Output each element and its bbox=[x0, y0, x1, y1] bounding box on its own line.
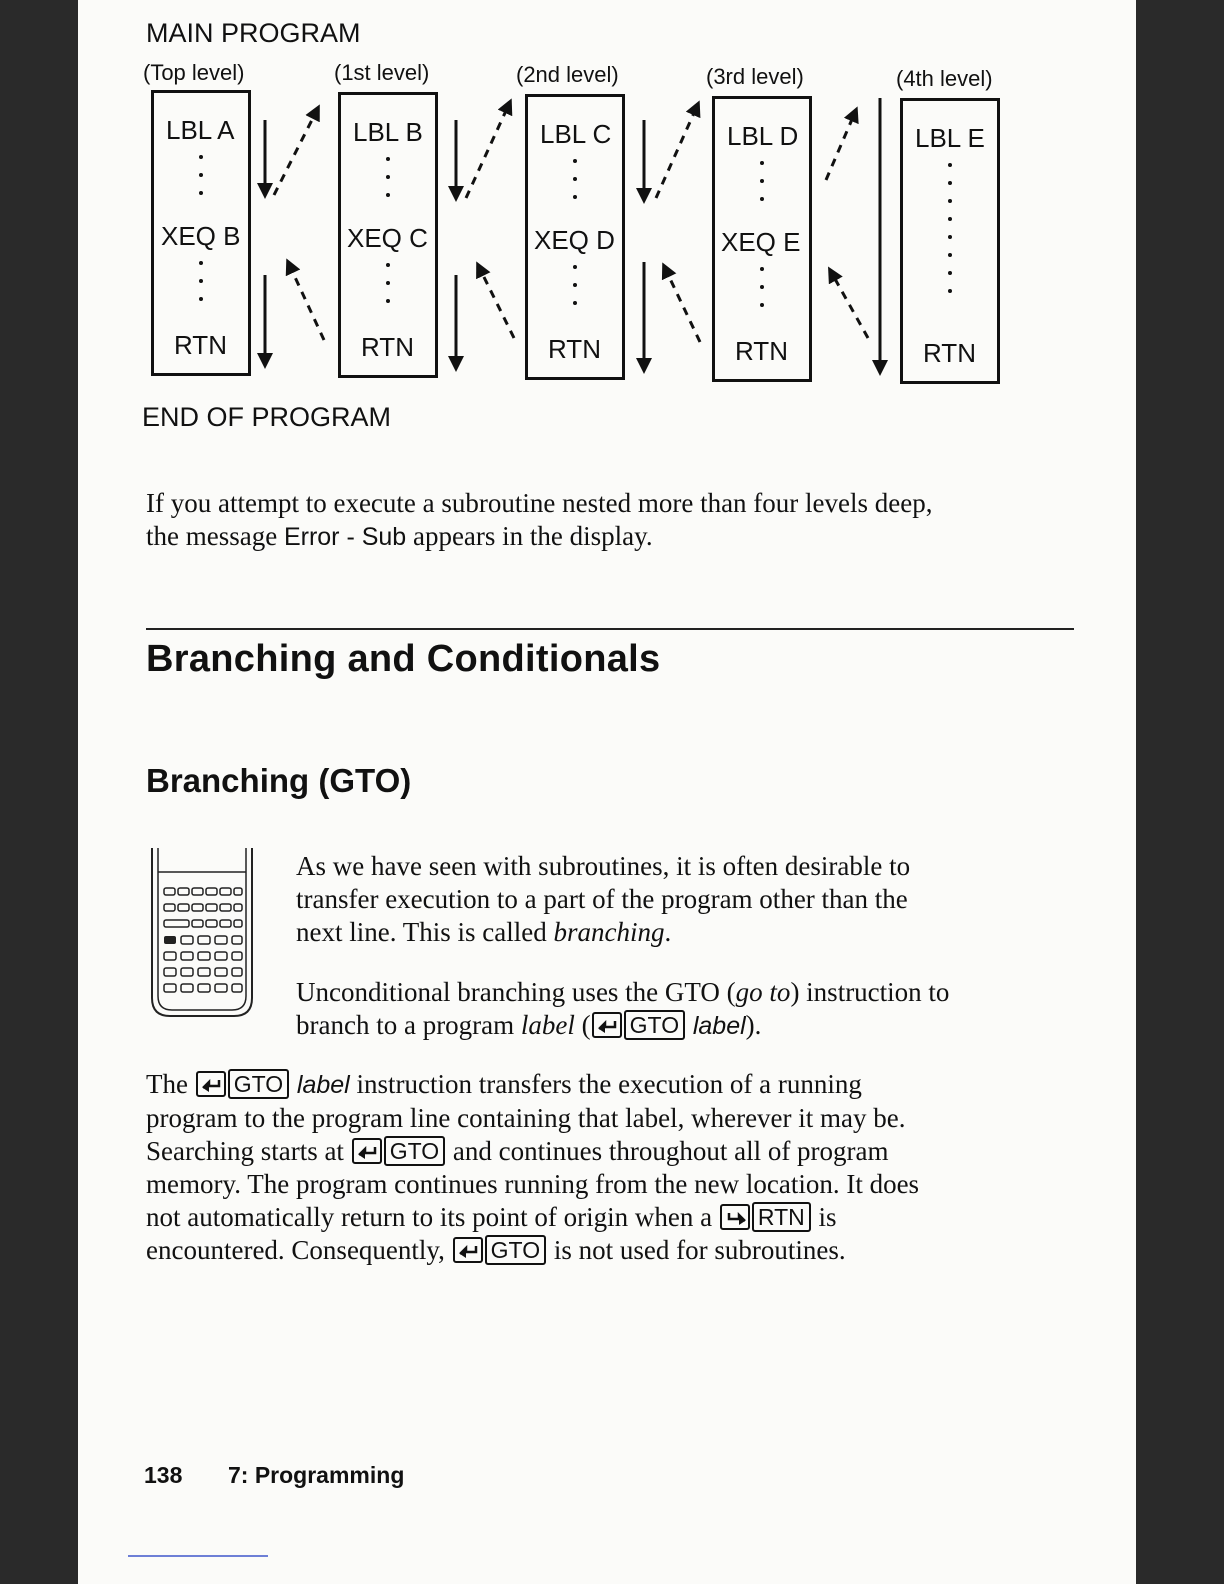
main-line-5 bbox=[146, 1201, 919, 1234]
box-c-call: XEQ D bbox=[534, 225, 615, 255]
unconditional-paragraph bbox=[296, 976, 949, 1043]
main-line-3 bbox=[146, 1135, 919, 1168]
box-a-return: RTN bbox=[174, 330, 227, 360]
main-line-4: memory. The program continues running from the new location. It does bbox=[146, 1169, 920, 1199]
gto-key: GTO bbox=[624, 1010, 685, 1040]
box-b-label: LBL B bbox=[353, 117, 423, 147]
uncond-line-1-pre: Unconditional branching uses the GTO ( bbox=[296, 977, 736, 1007]
error-line-2 bbox=[146, 520, 932, 554]
arrow-call-c-d bbox=[656, 104, 698, 198]
box-e-label: LBL E bbox=[915, 123, 985, 153]
gto-description-paragraph bbox=[146, 1068, 919, 1267]
shift-left-key-icon bbox=[453, 1237, 483, 1263]
box-a-call: XEQ B bbox=[161, 221, 241, 251]
box-c-label: LBL C bbox=[540, 119, 612, 149]
box-b-return: RTN bbox=[361, 332, 414, 362]
page-number: 138 bbox=[144, 1462, 183, 1488]
gto-key: GTO bbox=[485, 1235, 546, 1265]
box-b-call: XEQ C bbox=[347, 223, 428, 253]
uncond-term-label: label bbox=[520, 1010, 575, 1040]
gto-key: GTO bbox=[384, 1136, 445, 1166]
level-label-3rd: (3rd level) bbox=[706, 64, 804, 89]
diagram-title-bottom: END OF PROGRAM bbox=[142, 402, 392, 432]
intro-line-3-post: . bbox=[664, 917, 672, 947]
intro-paragraph bbox=[296, 850, 910, 949]
calculator-icon bbox=[146, 848, 258, 1020]
main-line-5-pre: not automatically return to its point of origin when a bbox=[146, 1202, 719, 1232]
intro-term-branching: branching bbox=[553, 917, 665, 947]
main-line-6-pre: encountered. Consequently, bbox=[146, 1235, 452, 1265]
box-d-call: XEQ E bbox=[721, 227, 801, 257]
arrow-return-b-a bbox=[288, 262, 324, 340]
intro-line-2: transfer execution to a part of the program other than the bbox=[296, 884, 908, 914]
level-label-2nd: (2nd level) bbox=[516, 62, 619, 87]
error-line-2-post: appears in the display. bbox=[406, 521, 653, 551]
main-line-1-post: instruction transfers the execution of a running bbox=[349, 1069, 862, 1099]
error-line-2-pre: the message bbox=[146, 521, 284, 551]
uncond-line-1 bbox=[296, 976, 949, 1009]
main-line-6-post: is not used for subroutines. bbox=[547, 1235, 846, 1265]
section-heading: Branching and Conditionals bbox=[146, 638, 661, 680]
uncond-line-2 bbox=[296, 1009, 949, 1043]
scan-artifact-line bbox=[128, 1555, 268, 1557]
intro-line-3-pre: next line. This is called bbox=[296, 917, 554, 947]
uncond-label-operand: label bbox=[692, 1012, 746, 1040]
shift-left-key-icon bbox=[352, 1138, 382, 1164]
level-label-top: (Top level) bbox=[143, 60, 245, 85]
main-line-3-pre: Searching starts at bbox=[146, 1136, 351, 1166]
rtn-key: RTN bbox=[752, 1202, 811, 1232]
arrow-return-c-b bbox=[478, 265, 514, 338]
main-label-operand: label bbox=[296, 1071, 350, 1099]
level-label-4th: (4th level) bbox=[896, 66, 993, 91]
shift-right-key-icon bbox=[720, 1204, 750, 1230]
section-rule bbox=[146, 628, 1074, 630]
arrow-call-d-e bbox=[826, 110, 856, 180]
arrow-return-e-d bbox=[830, 270, 868, 338]
box-d-label: LBL D bbox=[727, 121, 799, 151]
main-line-5-post: is bbox=[811, 1202, 837, 1232]
main-line-3-post: and continues throughout all of program bbox=[446, 1136, 889, 1166]
uncond-line-2-close: ). bbox=[745, 1010, 762, 1040]
main-line-2: program to the program line containing that label, wherever it may be. bbox=[146, 1103, 906, 1133]
error-paragraph bbox=[146, 487, 932, 554]
gto-key: GTO bbox=[228, 1069, 289, 1099]
arrow-call-b-c bbox=[466, 102, 510, 198]
uncond-line-2-open: ( bbox=[574, 1010, 591, 1040]
arrow-return-d-c bbox=[664, 266, 700, 342]
shift-left-key-icon bbox=[196, 1071, 226, 1097]
box-c-return: RTN bbox=[548, 334, 601, 364]
subsection-heading: Branching (GTO) bbox=[146, 762, 412, 799]
error-message: Error - Sub bbox=[283, 523, 407, 551]
box-e-return: RTN bbox=[923, 338, 976, 368]
main-line-1 bbox=[146, 1068, 919, 1102]
level-label-1st: (1st level) bbox=[334, 60, 430, 85]
arrow-call-a-b bbox=[274, 108, 318, 195]
manual-page bbox=[78, 0, 1136, 1584]
box-a-label: LBL A bbox=[166, 115, 235, 145]
intro-line-3 bbox=[296, 916, 910, 949]
intro-line-1: As we have seen with subroutines, it is often desirable to bbox=[296, 851, 911, 881]
main-line-1-pre: The bbox=[146, 1069, 195, 1099]
box-d-return: RTN bbox=[735, 336, 788, 366]
uncond-line-1-post: ) instruction to bbox=[790, 977, 950, 1007]
uncond-line-2-pre: branch to a program bbox=[296, 1010, 521, 1040]
error-line-1: If you attempt to execute a subroutine nested more than four levels deep, bbox=[146, 488, 933, 518]
chapter-title: 7: Programming bbox=[228, 1462, 405, 1488]
flow-arrows bbox=[78, 0, 1136, 400]
uncond-term-goto: go to bbox=[735, 977, 791, 1007]
main-line-6 bbox=[146, 1234, 919, 1267]
shift-left-key-icon bbox=[592, 1012, 622, 1038]
diagram-title-top: MAIN PROGRAM bbox=[146, 18, 361, 48]
